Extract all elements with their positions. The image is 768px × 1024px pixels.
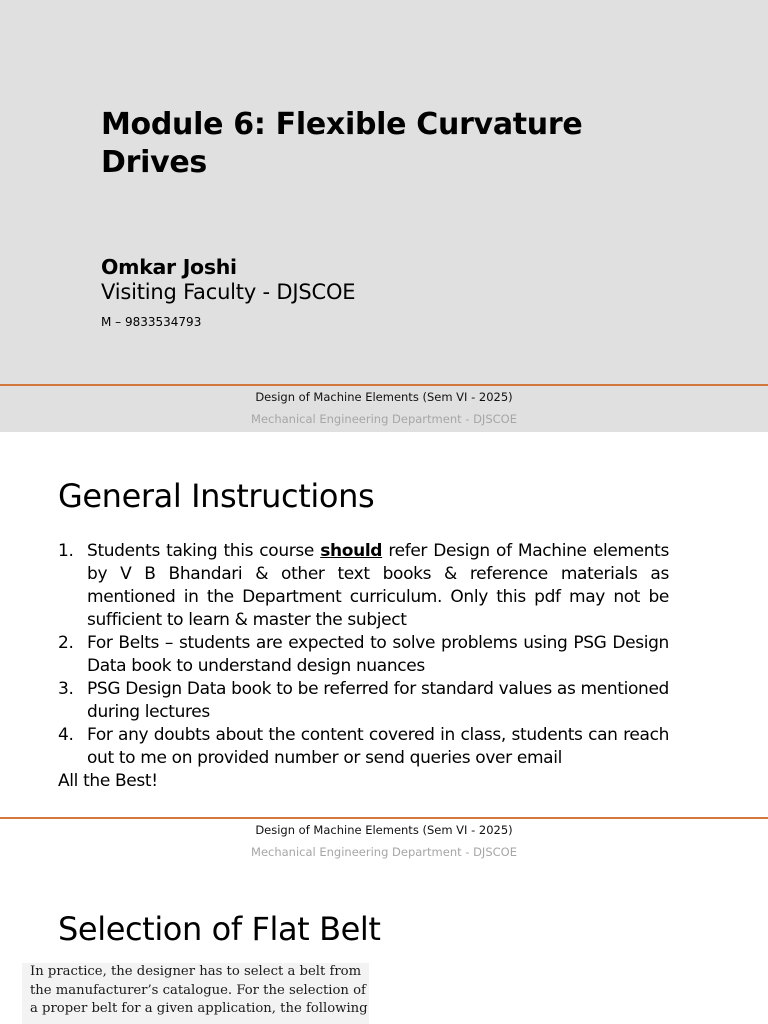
instruction-item bbox=[58, 540, 669, 632]
instruction-item bbox=[58, 632, 669, 678]
item-number: 4. bbox=[58, 725, 74, 745]
item-text: refer Design of Machine elements by V B Bhandari & other text books & reference materials as mentioned in the Department curriculum. Only this pdf may not be sufficient to learn & master the subject bbox=[87, 541, 669, 630]
footer-divider bbox=[0, 384, 768, 386]
emphasis-text: should bbox=[320, 541, 383, 561]
footer-course: Design of Machine Elements (Sem VI - 2025) bbox=[255, 823, 513, 837]
title-slide bbox=[0, 0, 768, 432]
author-role: Visiting Faculty - DJSCOE bbox=[101, 280, 356, 304]
footer-department: Mechanical Engineering Department - DJSCOE bbox=[251, 845, 517, 859]
author-name: Omkar Joshi bbox=[101, 255, 237, 279]
item-number: 1. bbox=[58, 541, 74, 561]
scan-line: a proper belt for a given application, the following bbox=[30, 1001, 368, 1016]
flat-belt-heading: Selection of Flat Belt bbox=[58, 910, 381, 948]
footer-course: Design of Machine Elements (Sem VI - 2025) bbox=[255, 390, 513, 404]
module-title: Module 6: Flexible Curvature Drives bbox=[101, 107, 583, 180]
footer-department: Mechanical Engineering Department - DJSCOE bbox=[251, 412, 517, 426]
instruction-item bbox=[58, 678, 669, 724]
scan-line: the manufacturer’s catalogue. For the selection of bbox=[30, 982, 366, 998]
scanned-textbook-excerpt bbox=[22, 963, 369, 1024]
item-number: 2. bbox=[58, 633, 74, 653]
general-instructions-heading: General Instructions bbox=[58, 477, 375, 515]
item-text: Students taking this course bbox=[87, 541, 321, 561]
item-text: For any doubts about the content covered in class, students can reach out to me on provided number or send queries over email bbox=[87, 725, 669, 768]
scan-line: In practice, the designer has to select a belt from bbox=[30, 964, 362, 979]
closing-text: All the Best! bbox=[58, 771, 158, 791]
footer-divider bbox=[0, 817, 768, 819]
item-text: For Belts – students are expected to solve problems using PSG Design Data book to understand design nuances bbox=[87, 633, 669, 676]
author-phone: M – 9833534793 bbox=[101, 315, 202, 329]
item-number: 3. bbox=[58, 679, 74, 699]
instructions-list bbox=[58, 540, 669, 793]
instruction-item bbox=[58, 724, 669, 770]
item-text: PSG Design Data book to be referred for standard values as mentioned during lectures bbox=[87, 679, 669, 722]
